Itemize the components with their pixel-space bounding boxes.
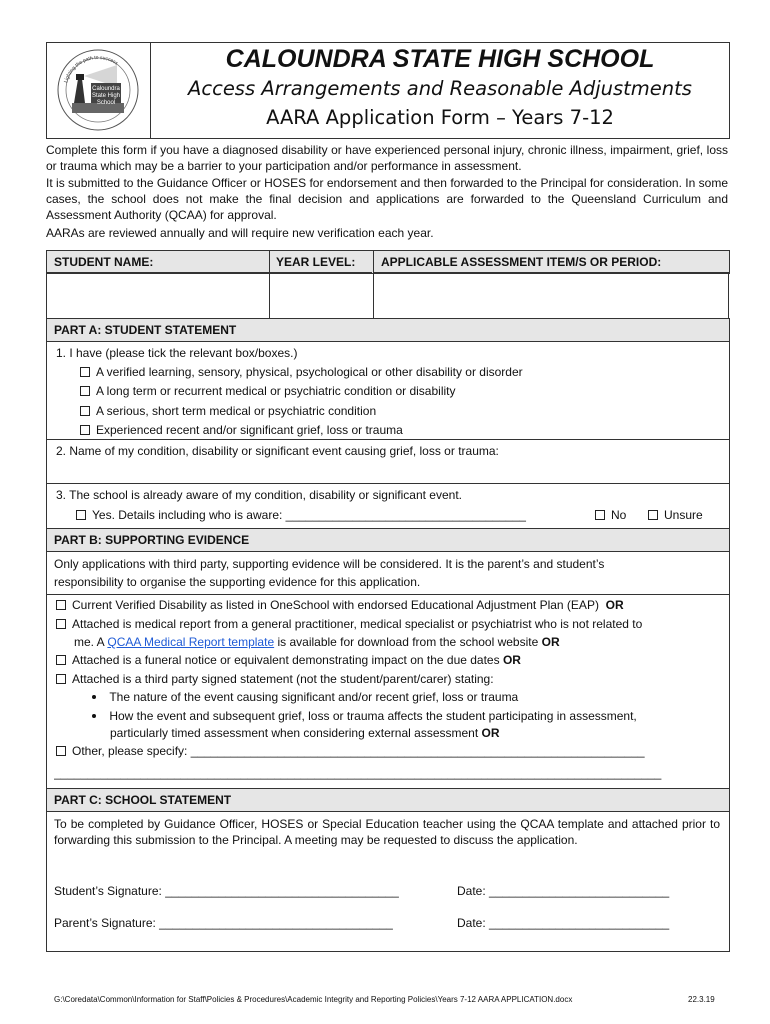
checkbox-long-term-condition[interactable] — [80, 386, 90, 396]
checkbox-evidence-other[interactable] — [56, 746, 66, 756]
student-name-field[interactable] — [46, 272, 270, 319]
evidence-funeral-notice: Attached is a funeral notice or equivalent demonstrating impact on the due dates OR — [56, 653, 521, 667]
school-logo — [47, 43, 150, 138]
parent-date-line[interactable]: Date: ___________________________ — [457, 916, 670, 930]
intro-paragraph-2: It is submitted to the Guidance Officer or HOSES for endorsement and then forwarded to the Principal for consideration. In some cases, the school does not make the final decision and applications are forwarded to the Queensland Curriculum and Assessment Authority (QCAA) for approval. — [46, 176, 728, 222]
bullet-icon — [92, 695, 96, 699]
qcaa-medical-report-link[interactable]: QCAA Medical Report template — [107, 635, 275, 649]
form-subtitle: Access Arrangements and Reasonable Adjustments — [188, 77, 692, 100]
svg-text:School: School — [96, 100, 116, 106]
evidence-other: Other, please specify: ____________________________________________________________________ — [56, 744, 645, 758]
part-a-q2: 2. Name of my condition, disability or significant event causing grief, loss or trauma: — [56, 444, 499, 458]
part-a-q1: 1. I have (please tick the relevant box/boxes.) — [56, 346, 298, 360]
bullet-how-event-affects: How the event and subsequent grief, loss or trauma affects the student participating in assessment, — [92, 709, 637, 723]
evidence-other-blank-line[interactable]: ___________________________________________________________________________________________ — [54, 766, 662, 780]
part-c-text: To be completed by Guidance Officer, HOSES or Special Education teacher using the QCAA template and attached prior to forwarding this submission to the Principal. A meeting may be requested to discuss the application. — [54, 817, 720, 847]
bullet-nature-of-event: The nature of the event causing significant and/or recent grief, loss or trauma — [92, 690, 518, 704]
checkbox-evidence-funeral[interactable] — [56, 655, 66, 665]
evidence-medical-report: Attached is medical report from a general practitioner, medical specialist or psychiatrist who is not related to — [56, 617, 642, 631]
part-a-q3: 3. The school is already aware of my condition, disability or significant event. — [56, 488, 462, 502]
svg-text:Caloundra: Caloundra — [92, 86, 120, 92]
option-grief-loss-trauma: Experienced recent and/or significant grief, loss or trauma — [80, 423, 403, 437]
intro-paragraph-3: AARAs are reviewed annually and will require new verification each year. — [46, 226, 434, 240]
svg-text:Lighting the path to success: Lighting the path to success — [63, 54, 119, 84]
school-name: CALOUNDRA STATE HIGH SCHOOL — [225, 45, 655, 73]
option-short-term-condition: A serious, short term medical or psychiatric condition — [80, 404, 376, 418]
form-title: AARA Application Form – Years 7-12 — [266, 106, 614, 129]
checkbox-q3-unsure[interactable] — [648, 510, 658, 520]
assessment-item-label: APPLICABLE ASSESSMENT ITEM/S OR PERIOD: — [381, 255, 662, 269]
assessment-item-field[interactable] — [374, 272, 729, 319]
checkbox-q3-no[interactable] — [595, 510, 605, 520]
evidence-verified-disability: Current Verified Disability as listed in OneSchool with endorsed Educational Adjustment Plan (EAP) OR — [56, 598, 624, 612]
bullet-icon — [92, 714, 96, 718]
intro-paragraph-1: Complete this form if you have a diagnosed disability or have experienced personal injury, chronic illness, impairment, grief, loss or trauma which may be a barrier to your participation and/or performance in assessment. — [46, 143, 728, 173]
option-verified-disability: A verified learning, sensory, physical, psychological or other disability or disorder — [80, 365, 523, 379]
checkbox-evidence-verified[interactable] — [56, 600, 66, 610]
student-date-line[interactable]: Date: ___________________________ — [457, 884, 670, 898]
part-b-intro-line2: responsibility to organise the supporting evidence for this application. — [54, 575, 421, 589]
checkbox-verified-disability[interactable] — [80, 367, 90, 377]
svg-text:State High: State High — [91, 93, 121, 99]
logo-cell — [47, 43, 151, 138]
footer-version: 22.3.19 — [688, 995, 715, 1004]
part-a-heading: PART A: STUDENT STATEMENT — [54, 323, 237, 337]
checkbox-short-term-condition[interactable] — [80, 406, 90, 416]
option-long-term-condition: A long term or recurrent medical or psychiatric condition or disability — [80, 384, 455, 398]
student-signature-line[interactable]: Student’s Signature: ___________________________________ — [54, 884, 399, 898]
checkbox-q3-yes[interactable] — [76, 510, 86, 520]
evidence-medical-report-cont: me. A QCAA Medical Report template is available for download from the school website OR — [74, 635, 560, 649]
year-level-label: YEAR LEVEL: — [276, 255, 356, 269]
bullet-how-event-affects-cont: particularly timed assessment when considering external assessment OR — [110, 726, 500, 740]
checkbox-evidence-third-party[interactable] — [56, 674, 66, 684]
form-header — [46, 42, 730, 139]
part-b-heading: PART B: SUPPORTING EVIDENCE — [54, 533, 250, 547]
checkbox-evidence-medical[interactable] — [56, 619, 66, 629]
part-c-heading: PART C: SCHOOL STATEMENT — [54, 793, 232, 807]
evidence-third-party: Attached is a third party signed statement (not the student/parent/carer) stating: — [56, 672, 494, 686]
student-name-label: STUDENT NAME: — [54, 255, 154, 269]
footer-file-path: G:\Coredata\Common\Information for Staff\Policies & Procedures\Academic Integrity and Reporting Policies\Years 7-12 AARA APPLICATION.docx — [54, 995, 573, 1004]
year-level-field[interactable] — [270, 272, 372, 319]
checkbox-grief-loss-trauma[interactable] — [80, 425, 90, 435]
q3-no-option: No — [595, 508, 626, 522]
part-b-intro-line1: Only applications with third party, supporting evidence will be considered. It is the parent’s and student’s — [54, 557, 605, 571]
q3-unsure-option: Unsure — [648, 508, 703, 522]
q3-yes-option: Yes. Details including who is aware: ____________________________________ — [76, 508, 526, 522]
parent-signature-line[interactable]: Parent’s Signature: ___________________________________ — [54, 916, 393, 930]
